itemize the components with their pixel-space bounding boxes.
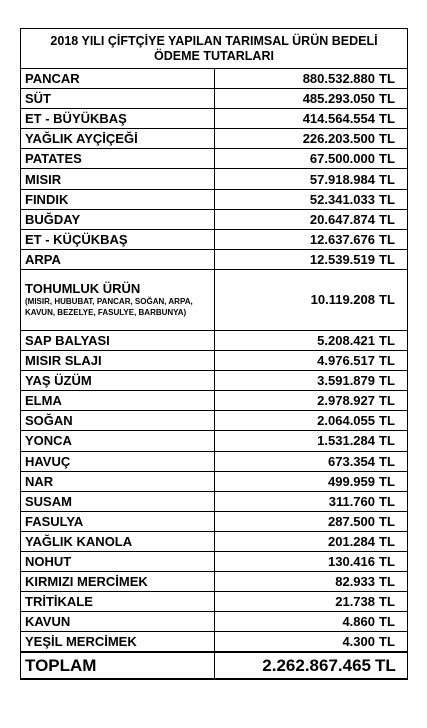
payment-amount: 21.738	[335, 594, 375, 610]
payment-amount: 4.300	[342, 634, 375, 650]
currency-unit: TL	[379, 554, 395, 570]
payment-amount-cell	[214, 612, 408, 632]
table-row	[21, 431, 408, 451]
currency-unit: TL	[379, 151, 395, 167]
payment-amount-cell	[214, 451, 408, 471]
payment-amount: 499.959	[328, 473, 375, 489]
table-row	[21, 149, 408, 169]
payment-amount: 4.976.517	[317, 353, 375, 369]
payment-amount: 226.203.500	[302, 131, 375, 147]
total-amount: 2.262.867.465	[262, 656, 371, 676]
payment-amount-cell	[214, 189, 408, 209]
currency-unit: TL	[379, 171, 395, 187]
table-row	[21, 511, 408, 531]
currency-unit: TL	[379, 71, 395, 87]
currency-unit: TL	[379, 413, 395, 429]
payment-amount: 287.500	[328, 513, 375, 529]
payment-amount-cell	[214, 572, 408, 592]
payment-amount: 12.637.676	[309, 231, 375, 247]
payment-amount-cell	[214, 89, 408, 109]
product-name: BUĞDAY	[21, 209, 215, 229]
payment-amount: 485.293.050	[302, 91, 375, 107]
product-name: FASULYA	[21, 511, 215, 531]
table-row	[21, 471, 408, 491]
payment-amount-cell	[214, 351, 408, 371]
payment-amount-cell	[214, 249, 408, 269]
table-row	[21, 169, 408, 189]
currency-unit: TL	[379, 453, 395, 469]
payment-amount-cell	[214, 149, 408, 169]
currency-unit: TL	[379, 111, 395, 127]
product-name: ET - BÜYÜKBAŞ	[21, 109, 215, 129]
product-name: SUSAM	[21, 491, 215, 511]
table-row	[21, 531, 408, 551]
currency-unit: TL	[375, 656, 396, 676]
title-line-2: ÖDEME TUTARLARI	[154, 48, 274, 63]
product-name: FINDIK	[21, 189, 215, 209]
payment-amount: 201.284	[328, 533, 375, 549]
table-row	[21, 592, 408, 612]
total-label: TOPLAM	[21, 652, 215, 679]
product-name: ELMA	[21, 391, 215, 411]
payment-amount-cell	[214, 551, 408, 571]
product-name: NOHUT	[21, 551, 215, 571]
table-row	[21, 129, 408, 149]
payment-amount-cell	[214, 371, 408, 391]
title-line-1: 2018 YILI ÇİFTÇİYE YAPILAN TARIMSAL ÜRÜN BEDELİ	[50, 33, 378, 48]
payment-amount-cell	[214, 129, 408, 149]
currency-unit: TL	[379, 433, 395, 449]
product-name: ARPA	[21, 249, 215, 269]
payment-amount: 414.564.554	[302, 111, 375, 127]
payment-amount: 2.978.927	[317, 393, 375, 409]
currency-unit: TL	[379, 533, 395, 549]
payment-amount: 880.532.880	[302, 71, 375, 87]
product-name: KIRMIZI MERCİMEK	[21, 572, 215, 592]
payment-amount-cell	[214, 491, 408, 511]
product-name	[21, 269, 215, 330]
currency-unit: TL	[379, 353, 395, 369]
payment-amount: 3.591.879	[317, 373, 375, 389]
table-row	[21, 351, 408, 371]
payment-amount-cell	[214, 632, 408, 653]
payment-amount-cell	[214, 471, 408, 491]
table-row	[21, 69, 408, 89]
currency-unit: TL	[379, 231, 395, 247]
currency-unit: TL	[379, 251, 395, 267]
currency-unit: TL	[379, 634, 395, 650]
currency-unit: TL	[379, 574, 395, 590]
product-name: YAĞLIK AYÇİÇEĞİ	[21, 129, 215, 149]
payment-amount-cell	[214, 229, 408, 249]
product-name: YAĞLIK KANOLA	[21, 531, 215, 551]
table-row	[21, 89, 408, 109]
table-row-total	[21, 652, 408, 679]
product-name: TRİTİKALE	[21, 592, 215, 612]
payment-amount: 10.119.208	[310, 292, 375, 308]
payment-amount: 673.354	[328, 453, 375, 469]
payment-amount-cell	[214, 391, 408, 411]
payment-table	[20, 28, 408, 680]
currency-unit: TL	[379, 393, 395, 409]
currency-unit: TL	[379, 211, 395, 227]
payment-amount-cell	[214, 431, 408, 451]
payment-amount: 52.341.033	[309, 191, 375, 207]
currency-unit: TL	[379, 332, 395, 348]
product-name: NAR	[21, 471, 215, 491]
product-name: SOĞAN	[21, 411, 215, 431]
product-name: SÜT	[21, 89, 215, 109]
payment-amount: 57.918.984	[309, 171, 375, 187]
product-name: SAP BALYASI	[21, 330, 215, 350]
currency-unit: TL	[379, 473, 395, 489]
table-row	[21, 109, 408, 129]
table-row	[21, 572, 408, 592]
payment-amount: 311.760	[328, 493, 375, 509]
table-row	[21, 632, 408, 653]
payment-amount-cell	[214, 269, 408, 330]
payment-amount: 5.208.421	[317, 332, 375, 348]
table-row	[21, 229, 408, 249]
currency-unit: TL	[379, 594, 395, 610]
product-name: YONCA	[21, 431, 215, 451]
currency-unit: TL	[379, 513, 395, 529]
table-row	[21, 391, 408, 411]
table-row	[21, 330, 408, 350]
table-row	[21, 411, 408, 431]
total-amount-cell	[214, 652, 408, 679]
product-name: PANCAR	[21, 69, 215, 89]
table-row-seed	[21, 269, 408, 330]
seed-product-name: TOHUMLUK ÜRÜN	[25, 281, 141, 297]
payment-amount-cell	[214, 511, 408, 531]
product-name: YEŞİL MERCİMEK	[21, 632, 215, 653]
payment-table-container	[20, 28, 408, 680]
table-title-row	[21, 29, 408, 69]
table-row	[21, 451, 408, 471]
payment-amount-cell	[214, 330, 408, 350]
table-row	[21, 491, 408, 511]
payment-amount: 67.500.000	[309, 151, 375, 167]
product-name: YAŞ ÜZÜM	[21, 371, 215, 391]
currency-unit: TL	[379, 91, 395, 107]
payment-amount: 130.416	[328, 554, 375, 570]
currency-unit: TL	[379, 131, 395, 147]
payment-amount: 1.531.284	[317, 433, 375, 449]
payment-amount-cell	[214, 209, 408, 229]
table-row	[21, 371, 408, 391]
currency-unit: TL	[379, 493, 395, 509]
payment-amount-cell	[214, 109, 408, 129]
payment-amount-cell	[214, 169, 408, 189]
table-row	[21, 249, 408, 269]
payment-amount-cell	[214, 69, 408, 89]
currency-unit: TL	[379, 191, 395, 207]
payment-amount: 4.860	[342, 614, 375, 630]
product-name: PATATES	[21, 149, 215, 169]
table-title	[21, 29, 408, 69]
table-row	[21, 612, 408, 632]
currency-unit: TL	[379, 292, 395, 308]
payment-amount-cell	[214, 592, 408, 612]
table-row	[21, 551, 408, 571]
product-name: HAVUÇ	[21, 451, 215, 471]
payment-amount: 12.539.519	[309, 251, 375, 267]
payment-amount: 20.647.874	[309, 211, 375, 227]
product-name: MISIR	[21, 169, 215, 189]
table-row	[21, 209, 408, 229]
seed-product-detail: (MISIR, HUBUBAT, PANCAR, SOĞAN, ARPA, KAVUN, BEZELYE, FASULYE, BARBUNYA)	[25, 297, 193, 317]
table-row	[21, 189, 408, 209]
currency-unit: TL	[379, 373, 395, 389]
product-name: MISIR SLAJI	[21, 351, 215, 371]
payment-amount: 82.933	[335, 574, 375, 590]
payment-amount-cell	[214, 411, 408, 431]
product-name: KAVUN	[21, 612, 215, 632]
payment-amount: 2.064.055	[317, 413, 375, 429]
currency-unit: TL	[379, 614, 395, 630]
payment-amount-cell	[214, 531, 408, 551]
product-name: ET - KÜÇÜKBAŞ	[21, 229, 215, 249]
